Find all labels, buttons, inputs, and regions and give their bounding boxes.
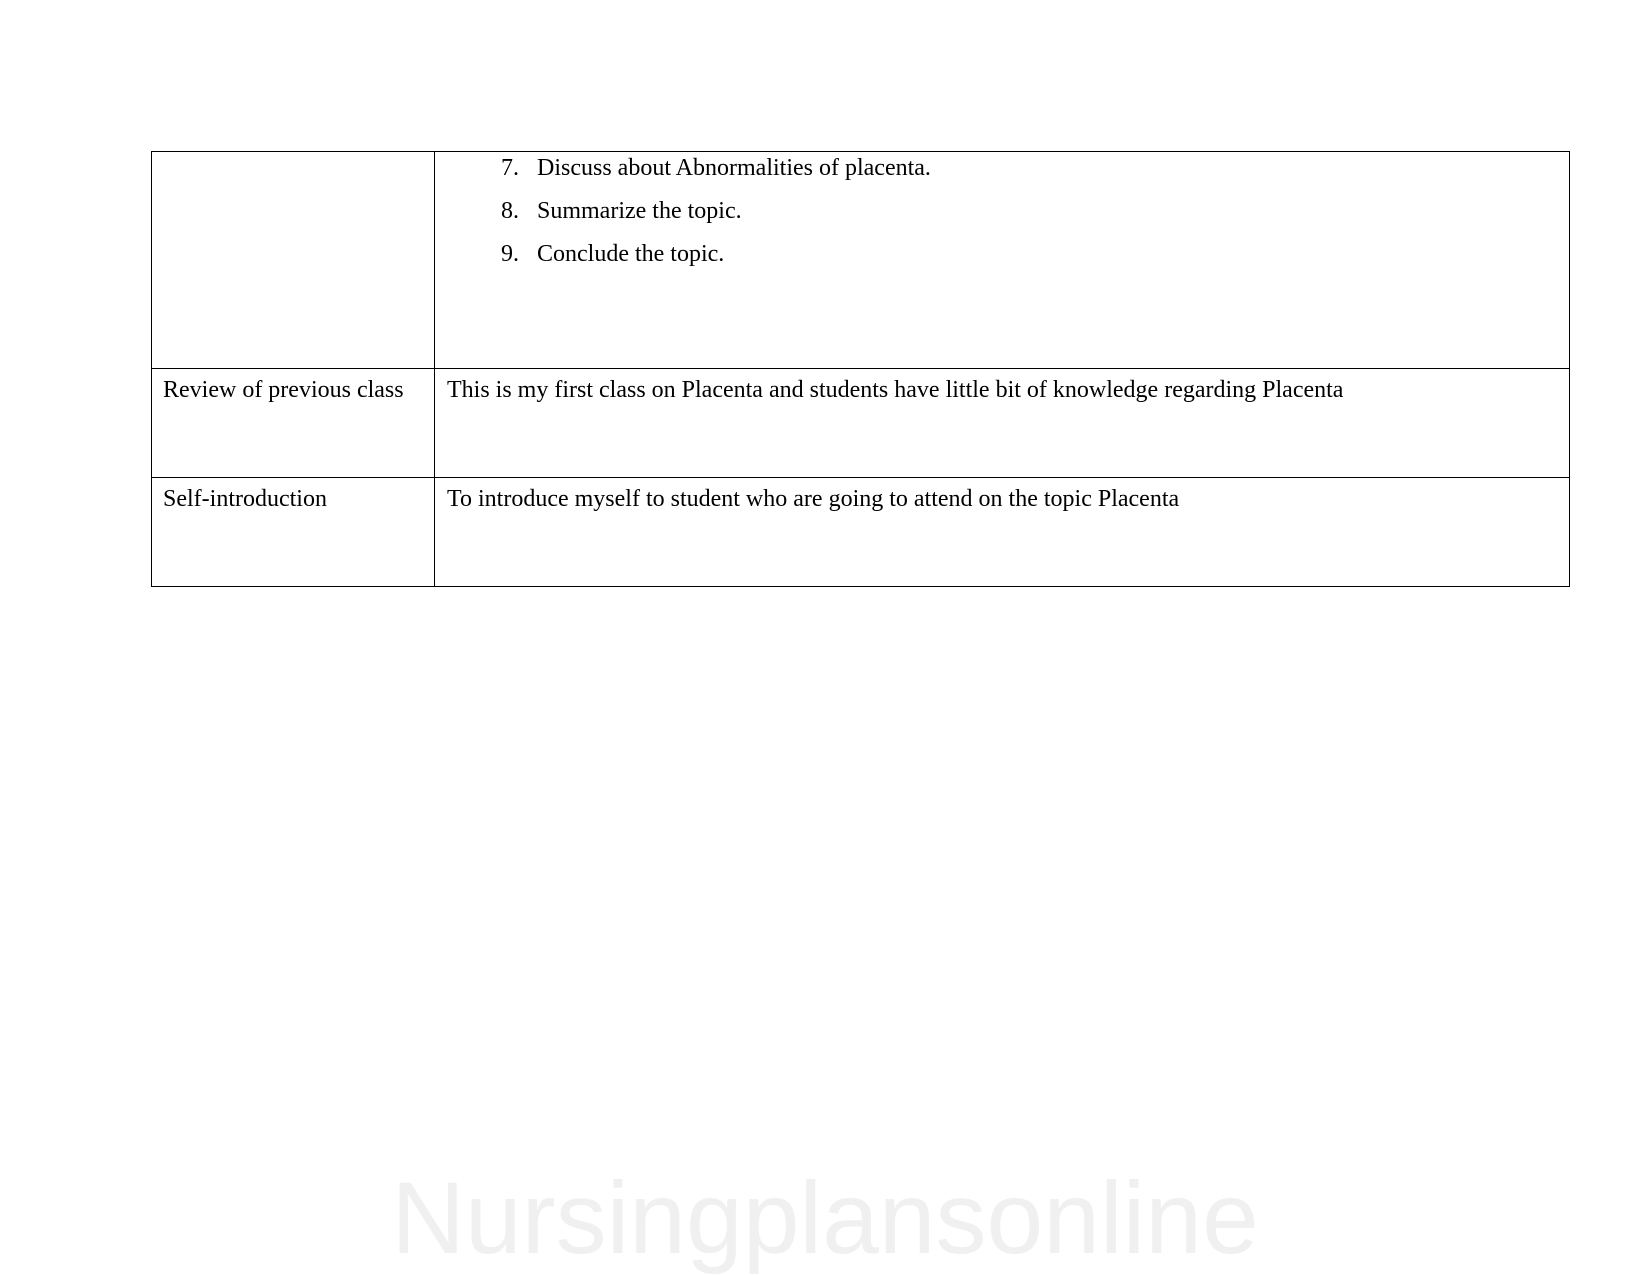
watermark: Nursingplansonline [391, 1161, 1259, 1275]
row-content: This is my first class on Placenta and students have little bit of knowledge regarding Placenta [447, 377, 1344, 403]
list-item [435, 154, 1569, 197]
row-label-cell [152, 152, 435, 369]
objectives-list [435, 152, 1569, 283]
objectives-cell [435, 152, 1570, 369]
list-item-number: 9. [501, 241, 519, 267]
list-item [435, 240, 1569, 283]
row-label: Review of previous class [163, 377, 404, 403]
row-label: Self-introduction [163, 486, 327, 512]
list-item-text: Conclude the topic. [537, 241, 725, 267]
row-content: To introduce myself to student who are going to attend on the topic Placenta [447, 486, 1180, 512]
row-label-cell [152, 478, 435, 587]
list-item-number: 7. [501, 155, 519, 181]
table-row [152, 478, 1570, 587]
list-item [435, 197, 1569, 240]
row-label-cell [152, 369, 435, 478]
list-item-number: 8. [501, 198, 519, 224]
list-item-text: Discuss about Abnormalities of placenta. [537, 155, 931, 181]
lesson-plan-table [151, 151, 1570, 587]
list-item-text: Summarize the topic. [537, 198, 742, 224]
row-content-cell [435, 369, 1570, 478]
table-row [152, 369, 1570, 478]
table-row [152, 152, 1570, 369]
row-content-cell [435, 478, 1570, 587]
row-label [152, 152, 434, 159]
